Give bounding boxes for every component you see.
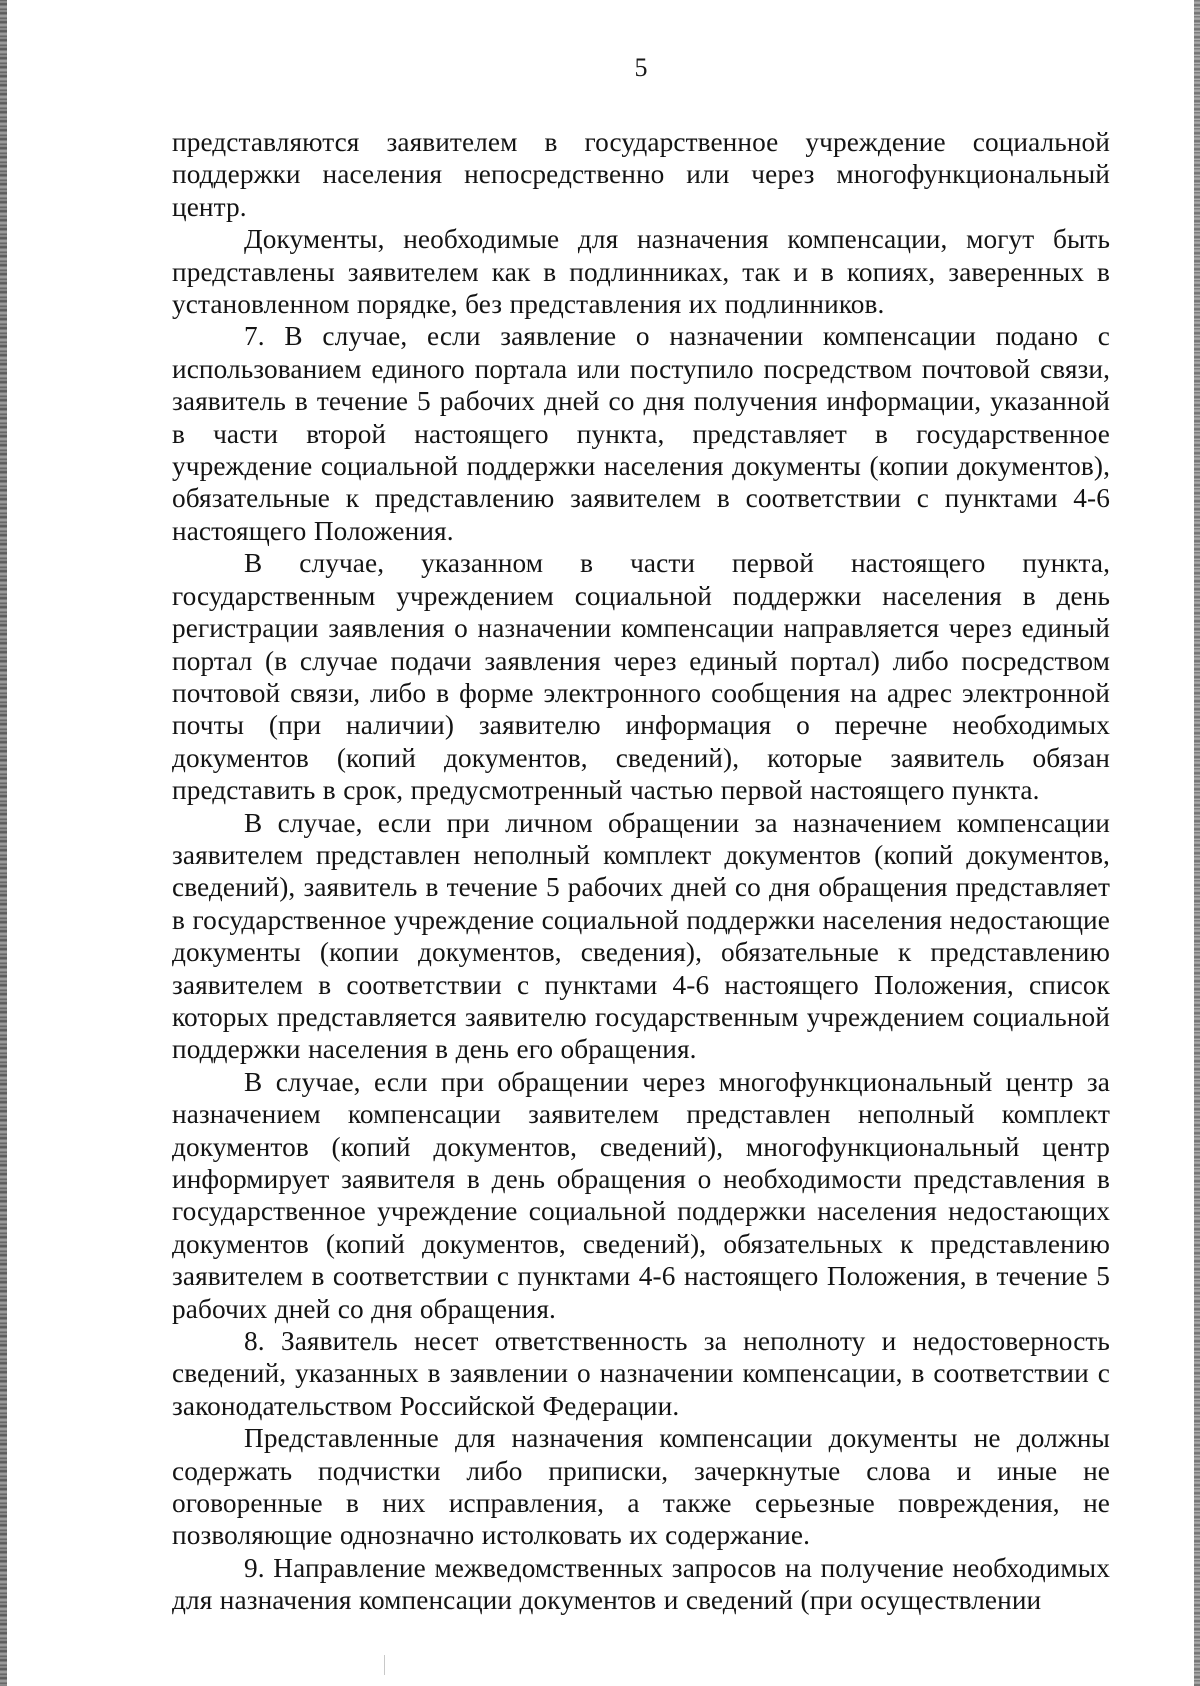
paragraph-4: В случае, указанном в части первой настоящего пункта, государственным учреждением социальной поддержки населения в день регистрации заявления о назначении компенсации направляется через единый портал (в случае подачи заявления через единый портал) либо посредством почтовой связи, либо в форме электронного сообщения на адрес электронной почты (при наличии) заявителю информация о перечне необходимых документов (копий документов, сведений), которые заявитель обязан представить в срок, предусмотренный частью первой настоящего пункта. <box>172 548 1110 806</box>
paragraph-2: Документы, необходимые для назначения компенсации, могут быть представлены заявителем как в подлинниках, так и в копиях, заверенных в установленном порядке, без представления их подлинников. <box>172 224 1110 320</box>
paragraph-8: Представленные для назначения компенсации документы не должны содержать подчистки либо приписки, зачеркнутые слова и иные не оговоренные в них исправления, а также серьезные повреждения, не позволяющие однозначно истолковать их содержание. <box>172 1423 1110 1551</box>
paragraph-6: В случае, если при обращении через многофункциональный центр за назначением компенсации заявителем представлен неполный комплект документов (копий документов, сведений), многофункциональный центр информирует заявителя в день обращения о необходимости представления в государственное учреждение социальной поддержки населения недостающих документов (копий документов, сведений), обязательных к представлению заявителем в соответствии с пунктами 4-6 настоящего Положения, в течение 5 рабочих дней со дня обращения. <box>172 1066 1110 1324</box>
paragraph-9-item-9: 9. Направление межведомственных запросов на получение необходимых для назначения компенсации документов и сведений (при осуществлении <box>172 1552 1110 1616</box>
paragraph-1: представляются заявителем в государственное учреждение социальной поддержки населения непосредственно или через многофункциональный центр. <box>172 127 1110 222</box>
paragraph-5: В случае, если при личном обращении за назначением компенсации заявителем представлен неполный комплект документов (копий документов, сведений), заявитель в течение 5 рабочих дней со дня обращения представляет в государственное учреждение социальной поддержки населения недостающие документы (копии документов, сведения), обязательные к представлению заявителем в соответствии с пунктами 4-6 настоящего Положения, список которых представляется заявителю государственным учреждением социальной поддержки населения в день его обращения. <box>172 807 1110 1065</box>
document-page <box>172 52 1110 1617</box>
paragraph-3-item-7: 7. В случае, если заявление о назначении компенсации подано с использованием единого портала или поступило посредством почтовой связи, заявитель в течение 5 рабочих дней со дня получения информации, указанной в части второй настоящего пункта, представляет в государственное учреждение социальной поддержки населения документы (копии документов), обязательные к представлению заявителем в соответствии с пунктами 4-6 настоящего Положения. <box>172 321 1110 546</box>
paragraph-7-item-8: 8. Заявитель несет ответственность за неполноту и недостоверность сведений, указанных в заявлении о назначении компенсации, в соответствии с законодательством Российской Федерации. <box>172 1326 1110 1421</box>
scan-border-left <box>0 0 7 1686</box>
scan-artifact-mark <box>384 1655 385 1675</box>
page-number: 5 <box>634 53 648 82</box>
scan-border-right <box>1194 0 1200 1686</box>
